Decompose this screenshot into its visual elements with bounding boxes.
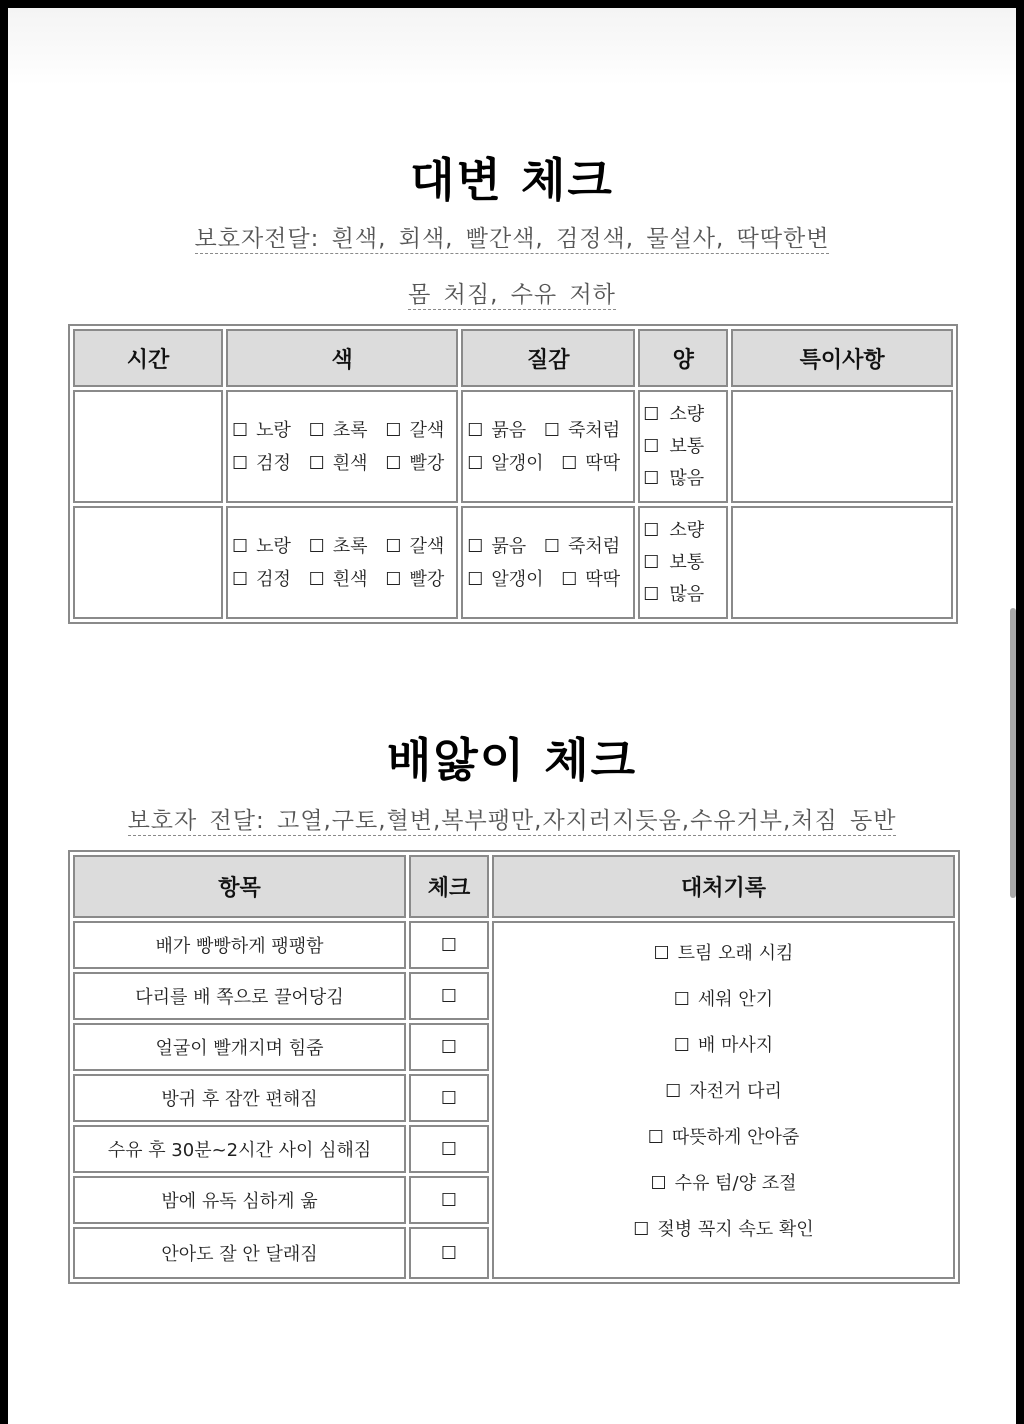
color-options: ☐ 노랑 ☐ 초록 ☐ 갈색 ☐ 검정 ☐ 흰색 ☐ 빨강 (226, 390, 458, 503)
checkbox-icon[interactable]: ☐ (385, 419, 402, 441)
checkbox-icon[interactable]: ☐ (409, 972, 489, 1020)
stool-row (73, 390, 953, 503)
symptom-item: 방귀 후 잠깐 편해짐 (73, 1074, 406, 1122)
time-cell[interactable] (73, 390, 223, 503)
header-amount: 양 (638, 329, 728, 387)
color-options: ☐ 노랑 ☐ 초록 ☐ 갈색 ☐ 검정 ☐ 흰색 ☐ 빨강 (226, 506, 458, 619)
checkbox-icon[interactable]: ☐ (673, 1035, 690, 1056)
stool-row (73, 506, 953, 619)
header-texture: 질감 (461, 329, 635, 387)
checkbox-icon[interactable]: ☐ (232, 419, 249, 441)
texture-options: ☐ 묽음 ☐ 죽처럼 ☐ 알갱이 ☐ 딱딱 (461, 506, 635, 619)
symptom-item: 배가 빵빵하게 팽팽함 (73, 921, 406, 969)
checkbox-icon[interactable]: ☐ (409, 1176, 489, 1224)
checkbox-icon[interactable]: ☐ (647, 1127, 664, 1148)
header-action-record: 대처기록 (492, 855, 955, 918)
list-item: ☐ 트림 오래 시킴 (653, 943, 794, 964)
checkbox-icon[interactable]: ☐ (467, 535, 484, 557)
list-item: ☐ 따뜻하게 안아줌 (647, 1127, 800, 1148)
checkbox-icon[interactable]: ☐ (643, 403, 660, 425)
header-notes: 특이사항 (731, 329, 953, 387)
checkbox-icon[interactable]: ☐ (385, 452, 402, 474)
checkbox-icon[interactable]: ☐ (561, 452, 578, 474)
checkbox-icon[interactable]: ☐ (409, 1125, 489, 1173)
notes-cell[interactable] (731, 506, 953, 619)
checkbox-icon[interactable]: ☐ (643, 435, 660, 457)
symptom-item: 수유 후 30분~2시간 사이 심해짐 (73, 1125, 406, 1173)
checkbox-icon[interactable]: ☐ (467, 452, 484, 474)
checkbox-icon[interactable]: ☐ (665, 1081, 682, 1102)
checkbox-icon[interactable]: ☐ (650, 1173, 667, 1194)
stool-check-table (68, 324, 958, 624)
symptom-item: 다리를 배 쪽으로 끌어당김 (73, 972, 406, 1020)
checkbox-icon[interactable]: ☐ (232, 535, 249, 557)
stool-guardian-note-1: 보호자전달: 흰색, 회색, 빨간색, 검정색, 물설사, 딱딱한변 (194, 226, 830, 252)
checkbox-icon[interactable]: ☐ (385, 535, 402, 557)
checkbox-icon[interactable]: ☐ (409, 1227, 489, 1279)
checkbox-icon[interactable]: ☐ (409, 1074, 489, 1122)
checkbox-icon[interactable]: ☐ (409, 921, 489, 969)
checkbox-icon[interactable]: ☐ (467, 419, 484, 441)
colic-check-table (68, 850, 960, 1284)
list-item: ☐ 수유 텀/양 조절 (650, 1173, 797, 1194)
checkbox-icon[interactable]: ☐ (643, 467, 660, 489)
amount-options: ☐ 소량 ☐ 보통 ☐ 많음 (638, 390, 728, 503)
list-item: ☐ 배 마사지 (673, 1035, 774, 1056)
checkbox-icon[interactable]: ☐ (232, 568, 249, 590)
checkbox-icon[interactable]: ☐ (543, 419, 561, 441)
colic-guardian-note: 보호자 전달: 고열,구토,혈변,복부팽만,자지러지듯움,수유거부,처짐 동반 (127, 808, 897, 834)
checkbox-icon[interactable]: ☐ (308, 419, 325, 441)
checkbox-icon[interactable]: ☐ (643, 551, 660, 573)
symptom-item: 밤에 유독 심하게 욺 (73, 1176, 406, 1224)
checkbox-icon[interactable]: ☐ (232, 452, 249, 474)
checkbox-icon[interactable]: ☐ (653, 943, 670, 964)
stool-check-title: 대변 체크 (410, 153, 614, 207)
amount-options: ☐ 소량 ☐ 보통 ☐ 많음 (638, 506, 728, 619)
checkbox-icon[interactable]: ☐ (633, 1219, 650, 1240)
header-item: 항목 (73, 855, 406, 918)
symptom-item: 얼굴이 빨개지며 힘줌 (73, 1023, 406, 1071)
checkbox-icon[interactable]: ☐ (409, 1023, 489, 1071)
checkbox-icon[interactable]: ☐ (561, 568, 578, 590)
checkbox-icon[interactable]: ☐ (308, 568, 325, 590)
stool-guardian-note-2: 몸 처짐, 수유 저하 (408, 282, 616, 308)
checkbox-icon[interactable]: ☐ (467, 568, 484, 590)
colic-check-title: 배앓이 체크 (386, 733, 638, 787)
list-item: ☐ 자전거 다리 (665, 1081, 782, 1102)
list-item: ☐ 세워 안기 (673, 989, 774, 1010)
checkbox-icon[interactable]: ☐ (673, 989, 690, 1010)
stool-header-row (73, 329, 953, 387)
colic-header-row (73, 855, 955, 918)
header-check: 체크 (409, 855, 489, 918)
document-page (8, 8, 1016, 1424)
list-item: ☐ 젖병 꼭지 속도 확인 (633, 1219, 814, 1240)
header-color: 색 (226, 329, 458, 387)
checkbox-icon[interactable]: ☐ (308, 535, 325, 557)
time-cell[interactable] (73, 506, 223, 619)
texture-options: ☐ 묽음 ☐ 죽처럼 ☐ 알갱이 ☐ 딱딱 (461, 390, 635, 503)
checkbox-icon[interactable]: ☐ (385, 568, 402, 590)
header-time: 시간 (73, 329, 223, 387)
symptom-item: 안아도 잘 안 달래짐 (73, 1227, 406, 1279)
checkbox-icon[interactable]: ☐ (543, 535, 561, 557)
action-record-list (492, 921, 955, 1279)
notes-cell[interactable] (731, 390, 953, 503)
checkbox-icon[interactable]: ☐ (643, 519, 660, 541)
checkbox-icon[interactable]: ☐ (643, 583, 660, 605)
table-row (73, 921, 955, 969)
checkbox-icon[interactable]: ☐ (308, 452, 325, 474)
